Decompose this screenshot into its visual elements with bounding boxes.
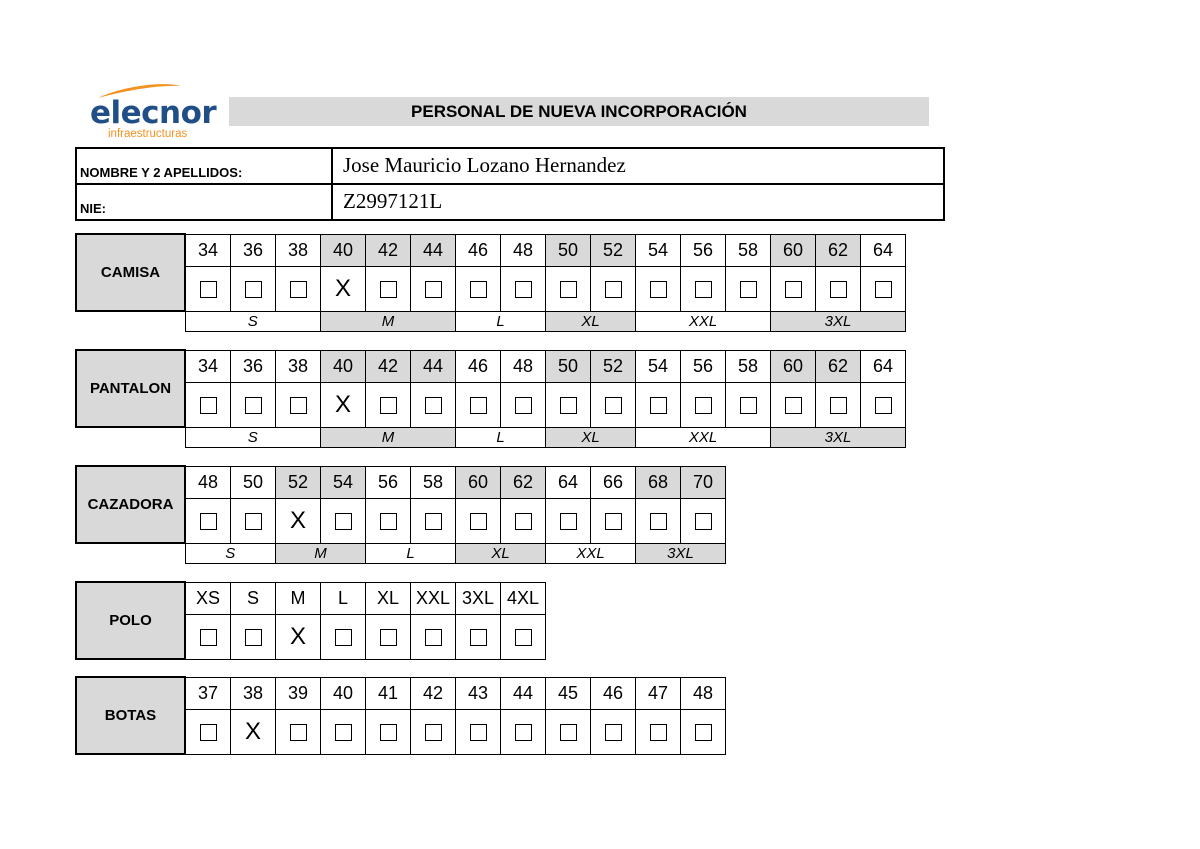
size-label: 38 (276, 350, 321, 382)
empty-checkbox-icon[interactable] (245, 281, 262, 298)
empty-checkbox-icon[interactable] (560, 513, 577, 530)
name-label: NOMBRE Y 2 APELLIDOS: (76, 148, 332, 184)
size-checkbox-cell[interactable] (276, 382, 321, 427)
section-botas (75, 676, 726, 755)
empty-checkbox-icon[interactable] (425, 629, 442, 646)
empty-checkbox-icon[interactable] (290, 397, 307, 414)
empty-checkbox-icon[interactable] (335, 724, 352, 741)
empty-checkbox-icon[interactable] (200, 513, 217, 530)
size-label: 70 (681, 466, 726, 498)
empty-checkbox-icon[interactable] (785, 281, 802, 298)
empty-checkbox-icon[interactable] (605, 724, 622, 741)
empty-checkbox-icon[interactable] (650, 281, 667, 298)
empty-checkbox-icon[interactable] (470, 513, 487, 530)
empty-checkbox-icon[interactable] (695, 724, 712, 741)
size-label: 52 (276, 466, 321, 498)
size-label: 60 (456, 466, 501, 498)
group-spacer (76, 543, 185, 563)
size-label: 64 (861, 350, 906, 382)
size-label: 46 (456, 234, 501, 266)
size-label: 42 (411, 677, 456, 709)
nie-label: NIE: (76, 184, 332, 220)
size-label: 68 (636, 466, 681, 498)
size-group-label: S (185, 427, 321, 447)
size-checkbox-cell[interactable] (411, 266, 456, 311)
size-group-label: XXL (546, 543, 636, 563)
size-label: 58 (726, 234, 771, 266)
size-label: 56 (681, 234, 726, 266)
size-label: 56 (681, 350, 726, 382)
empty-checkbox-icon[interactable] (380, 629, 397, 646)
size-checkbox-cell[interactable] (501, 709, 546, 754)
size-label: 60 (771, 350, 816, 382)
size-label: 47 (636, 677, 681, 709)
section-polo (75, 581, 546, 660)
size-checkbox-cell[interactable] (861, 382, 906, 427)
empty-checkbox-icon[interactable] (335, 629, 352, 646)
size-group-label: L (456, 427, 546, 447)
size-checkbox-cell[interactable] (546, 266, 591, 311)
empty-checkbox-icon[interactable] (695, 281, 712, 298)
size-label: 66 (591, 466, 636, 498)
size-label: 54 (321, 466, 366, 498)
empty-checkbox-icon[interactable] (605, 513, 622, 530)
empty-checkbox-icon[interactable] (200, 629, 217, 646)
size-checkbox-cell[interactable] (636, 498, 681, 543)
empty-checkbox-icon[interactable] (740, 397, 757, 414)
empty-checkbox-icon[interactable] (380, 724, 397, 741)
size-checkbox-cell[interactable] (591, 498, 636, 543)
size-checkbox-cell[interactable] (501, 498, 546, 543)
size-checkbox-cell[interactable] (185, 266, 231, 311)
size-label: 64 (546, 466, 591, 498)
nie-row (76, 184, 944, 220)
size-checkbox-cell[interactable] (321, 266, 366, 311)
size-group-label: XXL (636, 311, 771, 331)
empty-checkbox-icon[interactable] (830, 281, 847, 298)
size-group-label: M (276, 543, 366, 563)
size-checkbox-cell[interactable] (501, 614, 546, 659)
size-label: 56 (366, 466, 411, 498)
size-checkbox-cell[interactable] (546, 382, 591, 427)
size-label: S (231, 582, 276, 614)
size-label: 44 (501, 677, 546, 709)
size-checkbox-cell[interactable] (185, 614, 231, 659)
elecnor-logo (88, 82, 228, 144)
empty-checkbox-icon[interactable] (245, 629, 262, 646)
empty-checkbox-icon[interactable] (875, 281, 892, 298)
empty-checkbox-icon[interactable] (200, 397, 217, 414)
logo-wordmark: elecnor (90, 95, 217, 131)
size-checkbox-cell[interactable] (456, 382, 501, 427)
size-group-label: XL (546, 427, 636, 447)
size-checkbox-cell[interactable] (366, 266, 411, 311)
size-label: M (276, 582, 321, 614)
size-label: 34 (185, 234, 231, 266)
empty-checkbox-icon[interactable] (515, 629, 532, 646)
size-checkbox-cell[interactable] (456, 709, 501, 754)
size-group-label: L (456, 311, 546, 331)
name-row (76, 148, 944, 184)
size-checkbox-cell[interactable] (185, 382, 231, 427)
size-checkbox-cell[interactable] (681, 382, 726, 427)
size-group-label: L (366, 543, 456, 563)
section-label: CAMISA (76, 234, 185, 311)
empty-checkbox-icon[interactable] (560, 724, 577, 741)
size-label: 38 (276, 234, 321, 266)
size-label: 4XL (501, 582, 546, 614)
size-checkbox-cell[interactable] (231, 498, 276, 543)
empty-checkbox-icon[interactable] (470, 724, 487, 741)
empty-checkbox-icon[interactable] (425, 513, 442, 530)
size-checkbox-cell[interactable] (456, 498, 501, 543)
size-checkbox-cell[interactable] (276, 614, 321, 659)
size-label: 43 (456, 677, 501, 709)
empty-checkbox-icon[interactable] (515, 397, 532, 414)
selected-mark-icon: X (334, 390, 351, 418)
size-checkbox-cell[interactable] (546, 709, 591, 754)
size-label: 38 (231, 677, 276, 709)
size-label: 40 (321, 677, 366, 709)
size-checkbox-cell[interactable] (546, 498, 591, 543)
empty-checkbox-icon[interactable] (425, 397, 442, 414)
size-label: 37 (185, 677, 231, 709)
size-checkbox-cell[interactable] (185, 709, 231, 754)
size-checkbox-cell[interactable] (591, 709, 636, 754)
selected-mark-icon: X (244, 717, 261, 745)
size-checkbox-cell[interactable] (591, 382, 636, 427)
empty-checkbox-icon[interactable] (515, 513, 532, 530)
empty-checkbox-icon[interactable] (425, 281, 442, 298)
empty-checkbox-icon[interactable] (605, 397, 622, 414)
size-label: 44 (411, 350, 456, 382)
size-checkbox-cell[interactable] (636, 382, 681, 427)
size-checkbox-cell[interactable] (501, 266, 546, 311)
empty-checkbox-icon[interactable] (470, 281, 487, 298)
size-label: 44 (411, 234, 456, 266)
size-checkbox-cell[interactable] (861, 266, 906, 311)
empty-checkbox-icon[interactable] (695, 397, 712, 414)
size-checkbox-cell[interactable] (411, 382, 456, 427)
size-checkbox-cell[interactable] (366, 614, 411, 659)
size-checkbox-cell[interactable] (681, 709, 726, 754)
size-checkbox-cell[interactable] (501, 382, 546, 427)
size-checkbox-cell[interactable] (231, 614, 276, 659)
size-checkbox-cell[interactable] (276, 709, 321, 754)
section-label: POLO (76, 582, 185, 659)
size-group-label: M (321, 427, 456, 447)
size-label: 50 (546, 350, 591, 382)
size-label: 52 (591, 234, 636, 266)
empty-checkbox-icon[interactable] (380, 281, 397, 298)
section-camisa (75, 233, 906, 332)
size-label: 52 (591, 350, 636, 382)
size-label: 58 (726, 350, 771, 382)
empty-checkbox-icon[interactable] (515, 724, 532, 741)
size-checkbox-cell[interactable] (366, 382, 411, 427)
size-label: 46 (456, 350, 501, 382)
selected-mark-icon: X (334, 274, 351, 302)
size-label: 58 (411, 466, 456, 498)
size-label: 39 (276, 677, 321, 709)
empty-checkbox-icon[interactable] (740, 281, 757, 298)
empty-checkbox-icon[interactable] (380, 513, 397, 530)
empty-checkbox-icon[interactable] (785, 397, 802, 414)
personal-info-table (75, 147, 945, 221)
selected-mark-icon: X (289, 622, 306, 650)
size-label: XS (185, 582, 231, 614)
size-label: 50 (231, 466, 276, 498)
size-label: 62 (816, 234, 861, 266)
size-checkbox-cell[interactable] (366, 498, 411, 543)
empty-checkbox-icon[interactable] (605, 281, 622, 298)
size-checkbox-cell[interactable] (321, 614, 366, 659)
size-label: 62 (816, 350, 861, 382)
size-group-label: 3XL (771, 311, 906, 331)
empty-checkbox-icon[interactable] (830, 397, 847, 414)
size-label: L (321, 582, 366, 614)
size-label: 48 (501, 234, 546, 266)
size-checkbox-cell[interactable] (231, 709, 276, 754)
empty-checkbox-icon[interactable] (200, 724, 217, 741)
empty-checkbox-icon[interactable] (650, 724, 667, 741)
size-label: 62 (501, 466, 546, 498)
size-checkbox-cell[interactable] (276, 498, 321, 543)
empty-checkbox-icon[interactable] (290, 281, 307, 298)
size-group-label: 3XL (771, 427, 906, 447)
size-label: 60 (771, 234, 816, 266)
size-label: XXL (411, 582, 456, 614)
size-checkbox-cell[interactable] (411, 709, 456, 754)
size-checkbox-cell[interactable] (816, 382, 861, 427)
size-checkbox-cell[interactable] (636, 709, 681, 754)
name-value[interactable]: Jose Mauricio Lozano Hernandez (332, 148, 944, 184)
empty-checkbox-icon[interactable] (245, 397, 262, 414)
empty-checkbox-icon[interactable] (290, 724, 307, 741)
size-checkbox-cell[interactable] (771, 266, 816, 311)
size-checkbox-cell[interactable] (231, 266, 276, 311)
empty-checkbox-icon[interactable] (695, 513, 712, 530)
empty-checkbox-icon[interactable] (200, 281, 217, 298)
size-label: 40 (321, 234, 366, 266)
size-group-label: XL (456, 543, 546, 563)
empty-checkbox-icon[interactable] (335, 513, 352, 530)
size-checkbox-cell[interactable] (231, 382, 276, 427)
section-pantalon (75, 349, 906, 448)
size-checkbox-cell[interactable] (411, 498, 456, 543)
size-checkbox-cell[interactable] (366, 709, 411, 754)
size-checkbox-cell[interactable] (276, 266, 321, 311)
size-checkbox-cell[interactable] (726, 382, 771, 427)
size-checkbox-cell[interactable] (726, 266, 771, 311)
size-group-label: M (321, 311, 456, 331)
size-group-label: XL (546, 311, 636, 331)
size-checkbox-cell[interactable] (636, 266, 681, 311)
size-checkbox-cell[interactable] (681, 498, 726, 543)
size-checkbox-cell[interactable] (681, 266, 726, 311)
size-label: 50 (546, 234, 591, 266)
size-label: 48 (501, 350, 546, 382)
size-label: 40 (321, 350, 366, 382)
empty-checkbox-icon[interactable] (470, 397, 487, 414)
size-group-label: S (185, 311, 321, 331)
empty-checkbox-icon[interactable] (470, 629, 487, 646)
size-label: 41 (366, 677, 411, 709)
empty-checkbox-icon[interactable] (560, 397, 577, 414)
empty-checkbox-icon[interactable] (515, 281, 532, 298)
group-spacer (76, 311, 185, 331)
size-checkbox-cell[interactable] (321, 382, 366, 427)
size-label: 3XL (456, 582, 501, 614)
size-label: 48 (681, 677, 726, 709)
size-checkbox-cell[interactable] (456, 266, 501, 311)
size-label: XL (366, 582, 411, 614)
size-group-label: 3XL (636, 543, 726, 563)
empty-checkbox-icon[interactable] (425, 724, 442, 741)
section-label: PANTALON (76, 350, 185, 427)
empty-checkbox-icon[interactable] (560, 281, 577, 298)
size-label: 64 (861, 234, 906, 266)
empty-checkbox-icon[interactable] (245, 513, 262, 530)
size-label: 54 (636, 234, 681, 266)
size-checkbox-cell[interactable] (411, 614, 456, 659)
size-label: 42 (366, 234, 411, 266)
empty-checkbox-icon[interactable] (380, 397, 397, 414)
size-checkbox-cell[interactable] (771, 382, 816, 427)
size-label: 46 (591, 677, 636, 709)
page-title: PERSONAL DE NUEVA INCORPORACIÓN (229, 97, 929, 126)
size-label: 42 (366, 350, 411, 382)
size-label: 36 (231, 350, 276, 382)
size-label: 36 (231, 234, 276, 266)
section-label: CAZADORA (76, 466, 185, 543)
logo-subtitle: infraestructuras (108, 128, 188, 140)
size-checkbox-cell[interactable] (321, 498, 366, 543)
size-checkbox-cell[interactable] (816, 266, 861, 311)
size-label: 54 (636, 350, 681, 382)
size-label: 48 (185, 466, 231, 498)
selected-mark-icon: X (289, 506, 306, 534)
empty-checkbox-icon[interactable] (650, 397, 667, 414)
size-label: 45 (546, 677, 591, 709)
section-cazadora (75, 465, 726, 564)
size-group-label: S (185, 543, 276, 563)
size-label: 34 (185, 350, 231, 382)
empty-checkbox-icon[interactable] (875, 397, 892, 414)
size-checkbox-cell[interactable] (321, 709, 366, 754)
size-checkbox-cell[interactable] (591, 266, 636, 311)
size-group-label: XXL (636, 427, 771, 447)
size-checkbox-cell[interactable] (185, 498, 231, 543)
empty-checkbox-icon[interactable] (650, 513, 667, 530)
section-label: BOTAS (76, 677, 185, 754)
size-checkbox-cell[interactable] (456, 614, 501, 659)
group-spacer (76, 427, 185, 447)
nie-value[interactable]: Z2997121L (332, 184, 944, 220)
